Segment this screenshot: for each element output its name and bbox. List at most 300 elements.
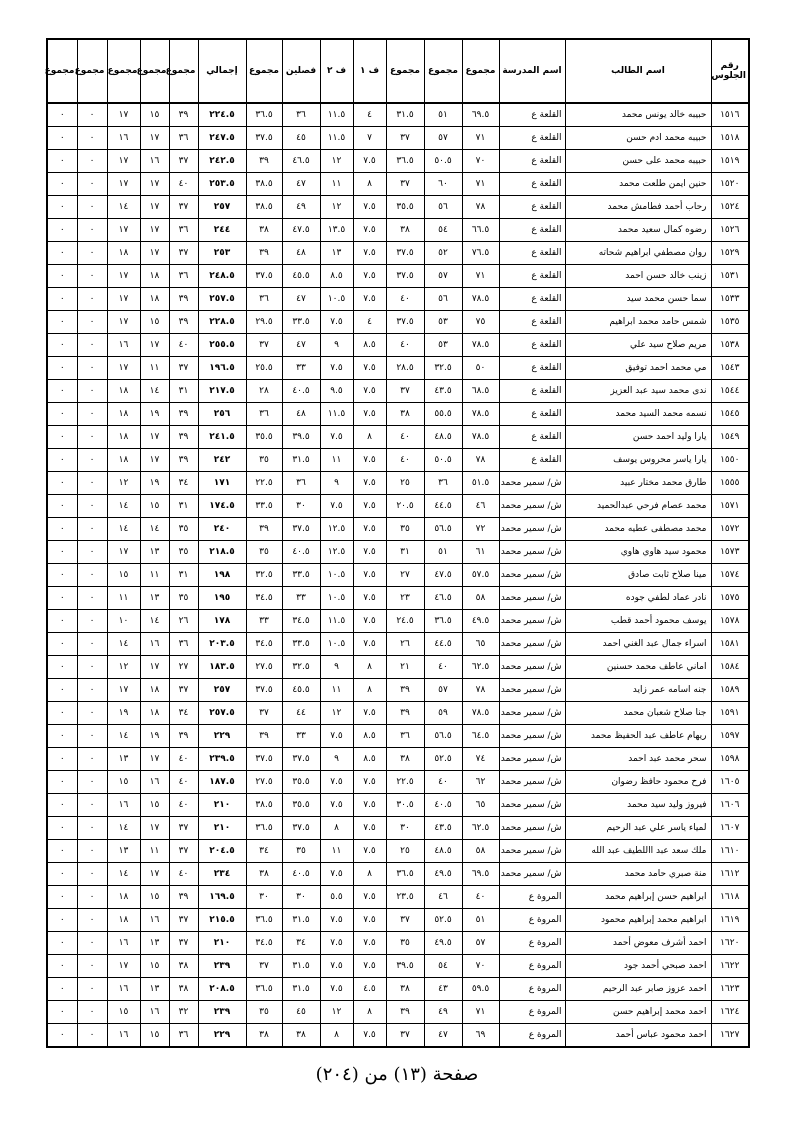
school-cell: القلعة ع: [499, 288, 565, 311]
score-cell: ١٦: [140, 633, 169, 656]
score-cell: ٣١: [386, 541, 424, 564]
score-cell: ١٠: [107, 610, 140, 633]
column-header: رقم الجلوس: [711, 39, 749, 103]
score-cell: ٧.٥: [353, 909, 386, 932]
student-name-cell: سحر محمد عبد احمد: [565, 748, 711, 771]
score-cell: ٥٨: [462, 840, 499, 863]
score-cell: ٦٠: [424, 173, 462, 196]
score-cell: ٤٤.٥: [424, 633, 462, 656]
score-cell: ٤٨.٥: [424, 840, 462, 863]
student-name-cell: فيروز وليد سيد محمد: [565, 794, 711, 817]
score-cell: ٩: [320, 472, 353, 495]
score-cell: ٩.٥: [320, 380, 353, 403]
score-cell: ٣٨.٥: [246, 196, 282, 219]
score-cell: ٣٤: [246, 840, 282, 863]
score-cell: ٣٧: [169, 242, 198, 265]
score-cell: ٤٠: [169, 173, 198, 196]
score-cell: ٣٦: [424, 472, 462, 495]
score-cell: ٣٥.٥: [282, 794, 320, 817]
score-cell: ١١.٥: [320, 103, 353, 127]
school-cell: ش/ سمير محمد: [499, 771, 565, 794]
score-cell: ٦١: [462, 541, 499, 564]
score-cell: ٥٢: [424, 242, 462, 265]
score-cell: ٠: [77, 150, 107, 173]
score-cell: ١٩٥: [198, 587, 246, 610]
score-cell: ٣٦.٥: [246, 978, 282, 1001]
score-cell: ٢٠٨.٥: [198, 978, 246, 1001]
score-cell: ٥٦: [424, 288, 462, 311]
score-cell: ٣٦: [246, 403, 282, 426]
table-row: [47, 863, 749, 886]
score-cell: ٠: [47, 564, 77, 587]
school-cell: ش/ سمير محمد: [499, 518, 565, 541]
school-cell: ش/ سمير محمد: [499, 633, 565, 656]
table-row: [47, 748, 749, 771]
score-cell: ٢٧: [169, 656, 198, 679]
student-name-cell: روان مصطفي ابراهيم شحاته: [565, 242, 711, 265]
table-row: [47, 265, 749, 288]
score-cell: ٣٥: [169, 587, 198, 610]
score-cell: ٢٥٧.٥: [198, 288, 246, 311]
student-name-cell: رحاب أحمد فطامش محمد: [565, 196, 711, 219]
score-cell: ٠: [47, 656, 77, 679]
score-cell: ٧.٥: [320, 311, 353, 334]
score-cell: ٣٨: [282, 1024, 320, 1048]
score-cell: ٠: [47, 357, 77, 380]
student-name-cell: جنا صلاح شعبان محمد: [565, 702, 711, 725]
score-cell: ٣٣: [282, 357, 320, 380]
school-cell: المروة ع: [499, 909, 565, 932]
column-header: مجموع: [386, 39, 424, 103]
score-cell: ٣٤: [282, 932, 320, 955]
score-cell: ٤٦.٥: [282, 150, 320, 173]
seat-number-cell: ١٥٩٧: [711, 725, 749, 748]
score-cell: ٠: [77, 495, 107, 518]
school-cell: المروة ع: [499, 955, 565, 978]
score-cell: ٠: [47, 219, 77, 242]
column-header: مجموع: [424, 39, 462, 103]
score-cell: ٤: [353, 103, 386, 127]
score-cell: ٠: [77, 886, 107, 909]
score-cell: ٣٩: [169, 103, 198, 127]
score-cell: ٤٥.٥: [282, 265, 320, 288]
school-cell: ش/ سمير محمد: [499, 725, 565, 748]
score-cell: ٤٠: [386, 449, 424, 472]
score-cell: ٣١.٥: [282, 978, 320, 1001]
school-cell: ش/ سمير محمد: [499, 541, 565, 564]
score-cell: ١٨: [140, 702, 169, 725]
column-header: إجمالي: [198, 39, 246, 103]
score-cell: ٣٧: [246, 702, 282, 725]
score-cell: ٢٤٨.٥: [198, 265, 246, 288]
score-cell: ٢٠.٥: [386, 495, 424, 518]
table-row: [47, 886, 749, 909]
column-header: مجموع: [462, 39, 499, 103]
student-name-cell: شمس حامد محمد ابراهيم: [565, 311, 711, 334]
score-cell: ١٢: [107, 656, 140, 679]
score-cell: ٣٨: [386, 748, 424, 771]
table-row: [47, 817, 749, 840]
score-cell: ١٠.٥: [320, 288, 353, 311]
score-cell: ١٠.٥: [320, 564, 353, 587]
score-cell: ٣٦.٥: [246, 909, 282, 932]
score-cell: ٠: [47, 403, 77, 426]
seat-number-cell: ١٦٢٢: [711, 955, 749, 978]
results-table: [46, 38, 750, 1048]
score-cell: ٠: [77, 265, 107, 288]
score-cell: ٠: [47, 426, 77, 449]
score-cell: ٣١.٥: [282, 449, 320, 472]
student-name-cell: جنه اسامه عمر زايد: [565, 679, 711, 702]
score-cell: ٣٩: [246, 725, 282, 748]
score-cell: ٣٧: [169, 150, 198, 173]
score-cell: ٦٢: [462, 771, 499, 794]
column-header: مجموع: [107, 39, 140, 103]
score-cell: ١٨: [140, 288, 169, 311]
score-cell: ٤٧: [282, 288, 320, 311]
score-cell: ١٠.٥: [320, 587, 353, 610]
table-row: [47, 103, 749, 127]
score-cell: ٢٦: [169, 610, 198, 633]
score-cell: ٣٧.٥: [386, 311, 424, 334]
score-cell: ٧.٥: [353, 242, 386, 265]
score-cell: ٠: [47, 288, 77, 311]
score-cell: ٢٠٣.٥: [198, 633, 246, 656]
seat-number-cell: ١٦١٠: [711, 840, 749, 863]
score-cell: ١١.٥: [320, 610, 353, 633]
score-cell: ١٣.٥: [320, 219, 353, 242]
student-name-cell: سما حسن محمد سيد: [565, 288, 711, 311]
score-cell: ٣٧: [386, 127, 424, 150]
school-cell: ش/ سمير محمد: [499, 610, 565, 633]
table-row: [47, 449, 749, 472]
score-cell: ٣٣: [282, 725, 320, 748]
table-row: [47, 679, 749, 702]
seat-number-cell: ١٥٣٣: [711, 288, 749, 311]
score-cell: ١٥: [107, 564, 140, 587]
score-cell: ٣٧.٥: [246, 127, 282, 150]
score-cell: ٠: [77, 932, 107, 955]
score-cell: ١٧: [107, 265, 140, 288]
score-cell: ٠: [47, 610, 77, 633]
score-cell: ٧.٥: [353, 518, 386, 541]
score-cell: ٧.٥: [353, 196, 386, 219]
score-cell: ٥٤: [424, 219, 462, 242]
student-name-cell: احمد محمود عباس أحمد: [565, 1024, 711, 1048]
table-row: [47, 978, 749, 1001]
score-cell: ٧.٥: [320, 978, 353, 1001]
score-cell: ٧٠: [462, 955, 499, 978]
table-row: [47, 610, 749, 633]
score-cell: ٠: [77, 472, 107, 495]
score-cell: ١٧: [107, 541, 140, 564]
score-cell: ٢٢٩: [198, 725, 246, 748]
score-cell: ٤٨: [282, 242, 320, 265]
score-cell: ٢٥٣.٥: [198, 173, 246, 196]
score-cell: ٤٩.٥: [424, 932, 462, 955]
score-cell: ٣٥: [169, 541, 198, 564]
score-cell: ١٤: [107, 725, 140, 748]
score-cell: ٣٧: [246, 334, 282, 357]
score-cell: ٣٨.٥: [246, 794, 282, 817]
student-name-cell: محمود سيد هاوي هاوي: [565, 541, 711, 564]
score-cell: ٧٨.٥: [462, 334, 499, 357]
score-cell: ٧.٥: [353, 449, 386, 472]
score-cell: ١٧: [140, 656, 169, 679]
table-body: [47, 103, 749, 1047]
score-cell: ٣٦.٥: [246, 103, 282, 127]
column-header: اسم المدرسة: [499, 39, 565, 103]
score-cell: ٠: [47, 242, 77, 265]
score-cell: ٢٥.٥: [246, 357, 282, 380]
score-cell: ٣٣.٥: [282, 633, 320, 656]
score-cell: ٠: [47, 840, 77, 863]
score-cell: ٥٧: [424, 265, 462, 288]
score-cell: ٤٥.٥: [282, 679, 320, 702]
seat-number-cell: ١٥٤٤: [711, 380, 749, 403]
score-cell: ٠: [77, 196, 107, 219]
score-cell: ٤٧.٥: [424, 564, 462, 587]
score-cell: ٠: [77, 587, 107, 610]
score-cell: ١٣: [107, 748, 140, 771]
score-cell: ٣٦.٥: [386, 863, 424, 886]
school-cell: المروة ع: [499, 978, 565, 1001]
score-cell: ٣٨: [169, 955, 198, 978]
score-cell: ٣١: [169, 564, 198, 587]
score-cell: ٢٢٤.٥: [198, 103, 246, 127]
score-cell: ٧٦.٥: [462, 242, 499, 265]
score-cell: ١٨: [107, 242, 140, 265]
school-cell: ش/ سمير محمد: [499, 564, 565, 587]
score-cell: ١٤: [107, 817, 140, 840]
student-name-cell: احمد محمد إبراهيم حسن: [565, 1001, 711, 1024]
score-cell: ١٥: [140, 103, 169, 127]
score-cell: ١٥: [140, 955, 169, 978]
score-cell: ٧.٥: [353, 633, 386, 656]
score-cell: ٤٧: [282, 173, 320, 196]
score-cell: ١٨: [107, 449, 140, 472]
score-cell: ٧.٥: [353, 357, 386, 380]
score-cell: ١٢.٥: [320, 541, 353, 564]
school-cell: القلعة ع: [499, 196, 565, 219]
score-cell: ٤٣.٥: [424, 380, 462, 403]
score-cell: ٣٧.٥: [246, 265, 282, 288]
score-cell: ٣٥: [246, 541, 282, 564]
score-cell: ٣٨: [386, 978, 424, 1001]
score-cell: ٠: [47, 748, 77, 771]
seat-number-cell: ١٥٧٢: [711, 518, 749, 541]
student-name-cell: رضوه كمال سعيد محمد: [565, 219, 711, 242]
score-cell: ١١: [140, 564, 169, 587]
seat-number-cell: ١٥١٦: [711, 103, 749, 127]
column-header: ف ١: [353, 39, 386, 103]
score-cell: ٢٣٩: [198, 955, 246, 978]
score-cell: ١٨٣.٥: [198, 656, 246, 679]
seat-number-cell: ١٥٥٥: [711, 472, 749, 495]
score-cell: ٥٦.٥: [424, 725, 462, 748]
score-cell: ٠: [47, 863, 77, 886]
score-cell: ٧.٥: [353, 403, 386, 426]
student-name-cell: ندى محمد سيد عبد العزيز: [565, 380, 711, 403]
table-row: [47, 495, 749, 518]
student-name-cell: مينا صلاح ثابت صادق: [565, 564, 711, 587]
score-cell: ١٢: [320, 1001, 353, 1024]
score-cell: ٤٠.٥: [282, 863, 320, 886]
score-cell: ٧٨.٥: [462, 288, 499, 311]
score-cell: ٠: [77, 127, 107, 150]
seat-number-cell: ١٦٢٣: [711, 978, 749, 1001]
student-name-cell: يارا ياسر محروس يوسف: [565, 449, 711, 472]
score-cell: ١٣: [140, 541, 169, 564]
student-name-cell: لمياء ياسر علي عبد الرحيم: [565, 817, 711, 840]
score-cell: ١٨: [107, 426, 140, 449]
student-name-cell: ابراهيم محمد إبراهيم محمود: [565, 909, 711, 932]
table-row: [47, 564, 749, 587]
score-cell: ٢٧.٥: [246, 656, 282, 679]
school-cell: القلعة ع: [499, 357, 565, 380]
score-cell: ٣٥.٥: [246, 426, 282, 449]
table-row: [47, 909, 749, 932]
score-cell: ٤٠: [386, 334, 424, 357]
score-cell: ٣٧.٥: [246, 679, 282, 702]
column-header: فصلين: [282, 39, 320, 103]
student-name-cell: حنين ايمن طلعت محمد: [565, 173, 711, 196]
score-cell: ٣٧: [169, 840, 198, 863]
score-cell: ٧.٥: [353, 1024, 386, 1048]
score-cell: ٥٨: [462, 587, 499, 610]
school-cell: ش/ سمير محمد: [499, 748, 565, 771]
table-row: [47, 725, 749, 748]
school-cell: المروة ع: [499, 932, 565, 955]
score-cell: ١٣: [140, 932, 169, 955]
school-cell: ش/ سمير محمد: [499, 495, 565, 518]
score-cell: ٧.٥: [353, 495, 386, 518]
score-cell: ١٧: [140, 449, 169, 472]
score-cell: ١٧: [140, 863, 169, 886]
score-cell: ٥١: [462, 909, 499, 932]
school-cell: القلعة ع: [499, 150, 565, 173]
score-cell: ١٢.٥: [320, 518, 353, 541]
score-cell: ٧١: [462, 1001, 499, 1024]
score-cell: ١٧١: [198, 472, 246, 495]
seat-number-cell: ١٥٧٨: [711, 610, 749, 633]
score-cell: ٠: [47, 794, 77, 817]
score-cell: ٦٥: [462, 794, 499, 817]
score-cell: ٠: [77, 794, 107, 817]
score-cell: ٨.٥: [353, 334, 386, 357]
school-cell: القلعة ع: [499, 403, 565, 426]
score-cell: ٠: [47, 472, 77, 495]
score-cell: ٠: [77, 219, 107, 242]
score-cell: ١٩: [140, 725, 169, 748]
score-cell: ٠: [47, 449, 77, 472]
table-row: [47, 173, 749, 196]
score-cell: ١٣: [140, 587, 169, 610]
school-cell: القلعة ع: [499, 265, 565, 288]
score-cell: ٧٨.٥: [462, 403, 499, 426]
score-cell: ٢٥٧: [198, 679, 246, 702]
seat-number-cell: ١٥٩٨: [711, 748, 749, 771]
score-cell: ٠: [47, 311, 77, 334]
score-cell: ٢٤.٥: [386, 610, 424, 633]
score-cell: ٢١٥.٥: [198, 909, 246, 932]
score-cell: ٥٧.٥: [462, 564, 499, 587]
score-cell: ٣٢.٥: [246, 564, 282, 587]
seat-number-cell: ١٥٢٤: [711, 196, 749, 219]
score-cell: ٢٧.٥: [246, 771, 282, 794]
score-cell: ٤٠.٥: [424, 794, 462, 817]
school-cell: ش/ سمير محمد: [499, 679, 565, 702]
score-cell: ٤٣.٥: [424, 817, 462, 840]
score-cell: ٣٩: [386, 679, 424, 702]
score-cell: ٨.٥: [353, 725, 386, 748]
score-cell: ٨: [353, 1001, 386, 1024]
student-name-cell: احمد أشرف معوض أحمد: [565, 932, 711, 955]
score-cell: ٠: [47, 196, 77, 219]
score-cell: ٢٨: [246, 380, 282, 403]
score-cell: ٣٦: [169, 1024, 198, 1048]
score-cell: ١٧٨: [198, 610, 246, 633]
seat-number-cell: ١٦٠٥: [711, 771, 749, 794]
score-cell: ٠: [77, 909, 107, 932]
score-cell: ٤٨: [282, 403, 320, 426]
table-row: [47, 472, 749, 495]
score-cell: ٣٤: [169, 702, 198, 725]
school-cell: ش/ سمير محمد: [499, 587, 565, 610]
score-cell: ٣٥: [246, 449, 282, 472]
score-cell: ٣٠: [282, 495, 320, 518]
score-cell: ١٤: [140, 610, 169, 633]
score-cell: ١٥: [140, 1024, 169, 1048]
school-cell: ش/ سمير محمد: [499, 794, 565, 817]
score-cell: ٣٩: [246, 150, 282, 173]
score-cell: ١٢: [107, 472, 140, 495]
school-cell: ش/ سمير محمد: [499, 656, 565, 679]
score-cell: ٣٦.٥: [424, 610, 462, 633]
score-cell: ٧: [353, 127, 386, 150]
seat-number-cell: ١٥٧١: [711, 495, 749, 518]
score-cell: ٤٠: [424, 656, 462, 679]
seat-number-cell: ١٦١٩: [711, 909, 749, 932]
column-header: مجموع: [246, 39, 282, 103]
score-cell: ١٧: [140, 196, 169, 219]
score-cell: ٤٠.٥: [282, 380, 320, 403]
seat-number-cell: ١٥٢٦: [711, 219, 749, 242]
school-cell: المروة ع: [499, 1001, 565, 1024]
student-name-cell: اماني عاطف محمد حسنين: [565, 656, 711, 679]
score-cell: ٦٩: [462, 1024, 499, 1048]
score-cell: ٣٦: [246, 288, 282, 311]
score-cell: ٧٠: [462, 150, 499, 173]
score-cell: ٤٠: [424, 771, 462, 794]
table-row: [47, 380, 749, 403]
column-header: ف ٢: [320, 39, 353, 103]
score-cell: ١٦: [107, 978, 140, 1001]
seat-number-cell: ١٥٧٥: [711, 587, 749, 610]
score-cell: ١٤: [140, 518, 169, 541]
seat-number-cell: ١٥٨٩: [711, 679, 749, 702]
table-row: [47, 955, 749, 978]
score-cell: ٠: [77, 334, 107, 357]
score-cell: ٣٤.٥: [246, 587, 282, 610]
score-cell: ٥٧: [462, 932, 499, 955]
student-name-cell: حبيبه خالد يونس محمد: [565, 103, 711, 127]
score-cell: ٧.٥: [353, 265, 386, 288]
score-cell: ٠: [77, 288, 107, 311]
score-cell: ٠: [47, 909, 77, 932]
score-cell: ٤٠.٥: [282, 541, 320, 564]
score-cell: ١٦: [140, 150, 169, 173]
